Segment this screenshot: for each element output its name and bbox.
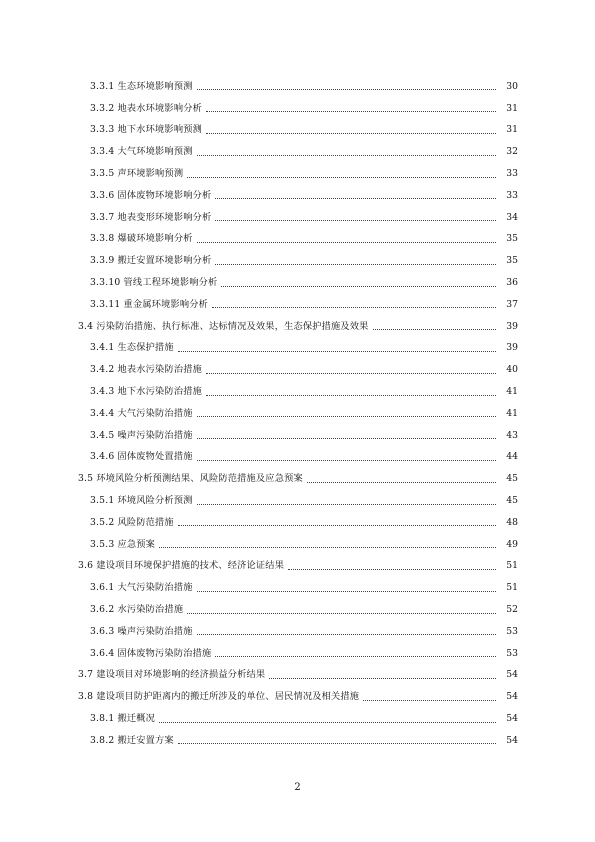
toc-entry-page: 48 [506, 516, 518, 528]
toc-entry-page: 31 [506, 124, 518, 136]
dot-leader [215, 219, 496, 221]
toc-entry-page: 53 [506, 625, 518, 637]
toc-entry-page: 30 [506, 80, 518, 92]
dot-leader [197, 503, 496, 505]
toc-entry-title: 3.3.7 地表变形环境影响分析 [90, 211, 212, 223]
dot-leader [197, 88, 496, 90]
toc-entry[interactable] [0, 730, 595, 752]
dot-leader [197, 415, 496, 417]
toc-entry-title: 3.3.10 管线工程环境影响分析 [90, 277, 218, 289]
toc-entry-title: 3.6.1 大气污染防治措施 [90, 582, 193, 594]
toc-entry-page: 33 [506, 168, 518, 180]
toc-entry[interactable] [0, 643, 595, 665]
toc-entry[interactable] [0, 250, 595, 272]
toc-entry-title: 3.6.2 水污染防治措施 [90, 604, 184, 616]
dot-leader [363, 699, 496, 701]
toc-entry-page: 36 [506, 277, 518, 289]
toc-entry[interactable] [0, 512, 595, 534]
toc-entry[interactable] [0, 185, 595, 207]
toc-entry-title: 3.3.3 地下水环境影响预测 [90, 124, 202, 136]
toc-entry[interactable] [0, 294, 595, 316]
dot-leader [215, 197, 496, 199]
toc-entry-title: 3.6.3 噪声污染防治措施 [90, 625, 193, 637]
toc-entry[interactable] [0, 599, 595, 621]
dot-leader [206, 110, 496, 112]
toc-entry-title: 3.4.1 生态保护措施 [90, 342, 174, 354]
toc-entry[interactable] [0, 120, 595, 142]
dot-leader [206, 372, 496, 374]
toc-entry-title: 3.3.2 地表水环境影响分析 [90, 102, 202, 114]
toc-entry-page: 39 [506, 320, 518, 332]
toc-entry-title: 3.6 建设项目环境保护措施的技术、经济论证结果 [78, 560, 285, 572]
toc-entry-page: 54 [506, 713, 518, 724]
toc-entry-title: 3.8.2 搬迁安置方案 [90, 734, 174, 746]
toc-entry-page: 35 [506, 233, 518, 245]
toc-entry-page: 35 [506, 255, 518, 267]
dot-leader [215, 655, 496, 657]
toc-entry-title: 3.4.3 地下水污染防治措施 [90, 386, 202, 398]
dot-leader [221, 285, 496, 287]
toc-entry-page: 34 [506, 211, 518, 223]
toc-entry[interactable] [0, 447, 595, 469]
toc-entry[interactable] [0, 163, 595, 185]
toc-entry[interactable] [0, 207, 595, 229]
toc-entry[interactable] [0, 272, 595, 294]
toc-entry-page: 54 [506, 734, 518, 746]
dot-leader [178, 524, 496, 526]
toc-entry-title: 3.6.4 固体废物污染防治措施 [90, 647, 212, 659]
dot-leader [187, 612, 496, 614]
toc-entry-page: 54 [506, 669, 518, 681]
toc-entry[interactable] [0, 468, 595, 490]
dot-leader [197, 154, 496, 156]
dot-leader [187, 176, 496, 178]
toc-entry-page: 37 [506, 298, 518, 310]
toc-entry-page: 51 [506, 560, 518, 572]
toc-entry-title: 3.4.6 固体废物处置措施 [90, 451, 193, 463]
toc-entry[interactable] [0, 425, 595, 447]
dot-leader [178, 742, 496, 744]
toc-entry-page: 31 [506, 102, 518, 114]
toc-entry[interactable] [0, 665, 595, 687]
toc-entry-page: 33 [506, 189, 518, 201]
toc-entry-page: 32 [506, 146, 518, 158]
dot-leader [307, 481, 496, 483]
toc-entry[interactable] [0, 686, 595, 708]
dot-leader [178, 350, 496, 352]
toc-entry-title: 3.3.4 大气环境影响预测 [90, 146, 193, 158]
dot-leader [197, 633, 496, 635]
toc-entry-page: 41 [506, 386, 518, 398]
toc-entry-page: 44 [506, 451, 518, 463]
toc-entry-title: 3.3.9 搬迁安置环境影响分析 [90, 255, 212, 267]
toc-entry[interactable] [0, 556, 595, 578]
dot-leader [197, 459, 496, 461]
toc-entry-page: 51 [506, 582, 518, 594]
toc-entry[interactable] [0, 76, 595, 98]
toc-entry[interactable] [0, 621, 595, 643]
dot-leader [373, 328, 496, 330]
toc-entry[interactable] [0, 534, 595, 556]
toc-entry[interactable] [0, 577, 595, 599]
dot-leader [206, 394, 496, 396]
toc-entry-title: 3.8 建设项目防护距离内的搬迁所涉及的单位、居民情况及相关措施 [78, 691, 360, 703]
dot-leader [215, 263, 496, 265]
dot-leader [212, 306, 496, 308]
toc-entry-title: 3.3.11 重金属环境影响分析 [90, 298, 209, 310]
dot-leader [269, 677, 496, 679]
toc-entry-title: 3.4.2 地表水污染防治措施 [90, 364, 202, 376]
toc-entry[interactable] [0, 338, 595, 360]
dot-leader [288, 568, 496, 570]
dot-leader [159, 721, 496, 723]
toc-entry-page: 54 [506, 691, 518, 703]
toc-entry-title: 3.3.5 声环境影响预测 [90, 168, 184, 180]
toc-entry-title: 3.3.8 爆破环境影响分析 [90, 233, 193, 245]
toc-entry-title: 3.7 建设项目对环境影响的经济损益分析结果 [78, 669, 266, 681]
table-of-contents [0, 76, 595, 752]
toc-entry[interactable] [0, 490, 595, 512]
toc-entry[interactable] [0, 98, 595, 120]
toc-entry-title: 3.5.1 环境风险分析预测 [90, 495, 193, 507]
toc-entry-title: 3.4 污染防治措施、执行标准、达标情况及效果，生态保护措施及效果 [78, 320, 369, 332]
toc-entry[interactable] [0, 708, 595, 730]
toc-entry-page: 41 [506, 407, 518, 419]
toc-entry[interactable] [0, 403, 595, 425]
dot-leader [197, 437, 496, 439]
toc-entry-page: 45 [506, 473, 518, 485]
toc-entry-page: 52 [506, 604, 518, 616]
dot-leader [197, 241, 496, 243]
toc-entry[interactable] [0, 229, 595, 251]
toc-entry[interactable] [0, 381, 595, 403]
dot-leader [159, 546, 496, 548]
toc-entry-title: 3.3.6 固体废物环境影响分析 [90, 189, 212, 201]
toc-entry-page: 53 [506, 647, 518, 659]
dot-leader [206, 132, 496, 134]
toc-entry-page: 40 [506, 364, 518, 376]
toc-entry-title: 3.8.1 搬迁概况 [90, 713, 156, 724]
toc-entry-page: 39 [506, 342, 518, 354]
toc-entry-page: 49 [506, 538, 518, 550]
toc-entry[interactable] [0, 359, 595, 381]
toc-entry-title: 3.5.2 风险防范措施 [90, 516, 174, 528]
toc-entry[interactable] [0, 316, 595, 338]
toc-entry-title: 3.5 环境风险分析预测结果、风险防范措施及应急预案 [78, 473, 303, 485]
toc-entry-title: 3.3.1 生态环境影响预测 [90, 80, 193, 92]
toc-entry-title: 3.5.3 应急预案 [90, 538, 156, 550]
toc-entry-title: 3.4.5 噪声污染防治措施 [90, 429, 193, 441]
toc-entry[interactable] [0, 141, 595, 163]
toc-entry-title: 3.4.4 大气污染防治措施 [90, 407, 193, 419]
page-number: 2 [294, 782, 301, 793]
toc-entry-page: 43 [506, 429, 518, 441]
toc-entry-page: 45 [506, 495, 518, 507]
dot-leader [197, 590, 496, 592]
